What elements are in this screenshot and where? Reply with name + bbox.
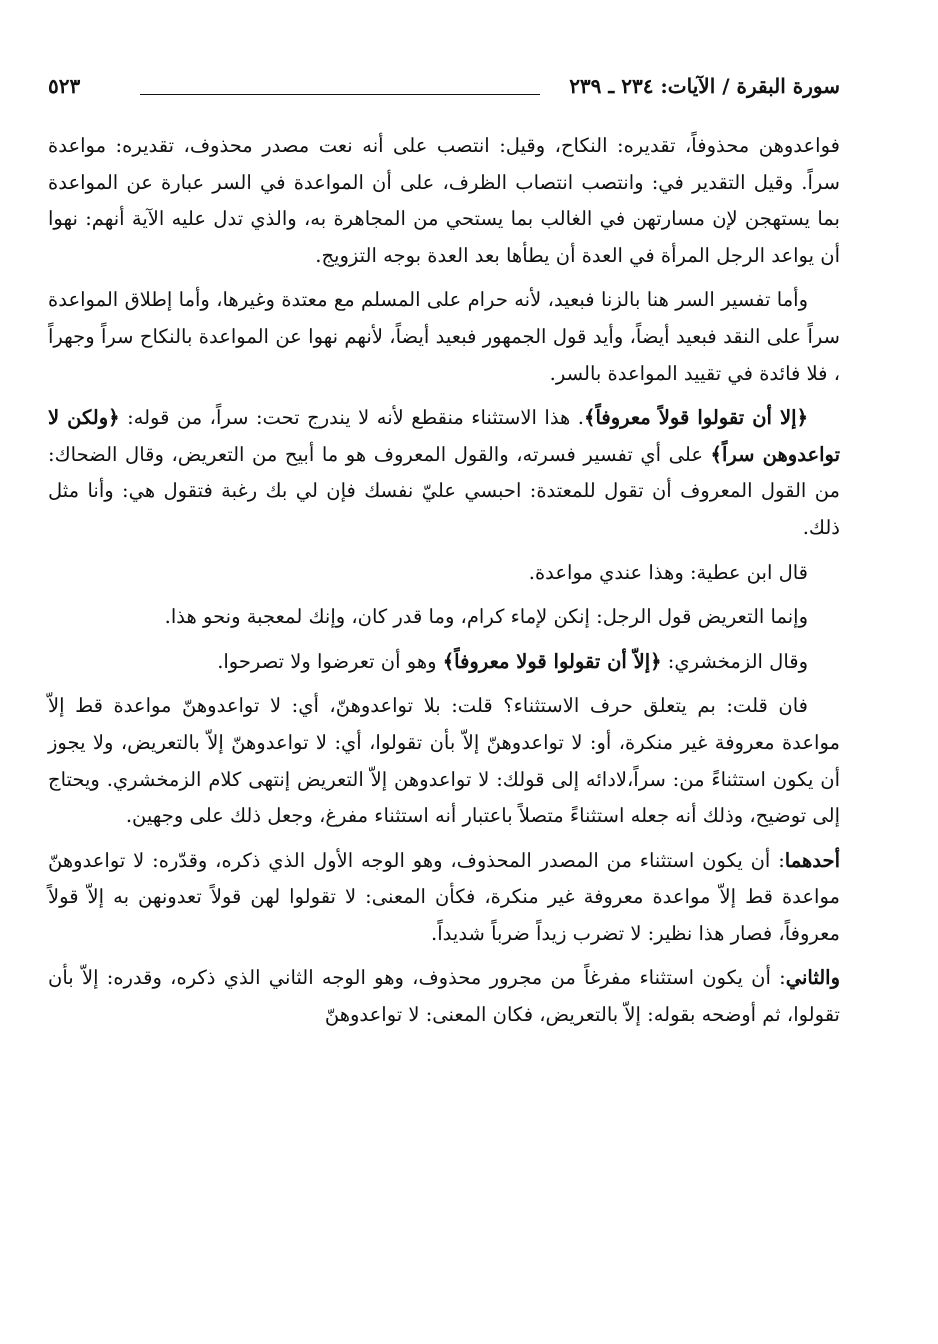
- paragraph-8: [48, 843, 840, 953]
- header-rule: [140, 94, 540, 95]
- section-term: والثاني: [785, 966, 840, 990]
- paragraph-text: : أن يكون استثناء من المصدر المحذوف، وهو الوجه الأول الذي ذكره، وقدّره: لا تواعدوهنّ مواعدة قط إلاّ مواعدة معروفة غير منكرة، فكأن المعنى: لا تقولوا لهن قولاً تعدونهن به إلاّ قولاً معروفاً، فصار هذا نظير: لا تضرب زيداً ضرباً شديداً.: [48, 848, 840, 945]
- paragraph-2: [48, 282, 840, 392]
- paragraph-text: وإنما التعريض قول الرجل: إنكن لإماء كرام، وما قدر كان، وإنك لمعجبة ونحو هذا.: [164, 605, 808, 629]
- paragraph-text: قال ابن عطية: وهذا عندي مواعدة.: [528, 560, 808, 584]
- paragraph-text: وقال الزمخشري:: [661, 649, 808, 673]
- paragraph-6: [48, 644, 840, 681]
- paragraph-text: . هذا الاستثناء منقطع لأنه لا يندرج تحت: سراً، من قوله:: [119, 406, 585, 430]
- page-header: [48, 70, 840, 102]
- paragraph-1: [48, 128, 840, 274]
- paragraph-text: فان قلت: بم يتعلق حرف الاستثناء؟ قلت: بلا تواعدوهنّ، أي: لا تواعدوهنّ مواعدة قط إلاّ مواعدة معروفة غير منكرة، أو: لا تواعدوهنّ إلاّ بأن تقولوا، أي: لا تواعدوهنّ إلاّ بالتعريض، ولا يجوز أن يكون استثناءً من: سراً،لادائه إلى قولك: لا تواعدوهن إلاّ التعريض إنتهى كلام الزمخشري. ويحتاج إلى توضيح، وذلك أنه جعله استثناءً متصلاً باعتبار أنه استثناء مفرغ، وجعل ذلك على وجهين.: [48, 694, 840, 828]
- paragraph-5: [48, 599, 840, 636]
- paragraph-4: [48, 555, 840, 592]
- paragraph-7: [48, 688, 840, 834]
- paragraph-text: وأما تفسير السر هنا بالزنا فبعيد، لأنه حرام على المسلم مع معتدة وغيرها، وأما إطلاق المواعدة سراً على النقد فبعيد أيضاً، وأيد قول الجمهور فبعيد أيضاً، لأنهم نهوا عن المواعدة بالنكاح سراً وجهراً ، فلا فائدة في تقييد المواعدة بالسر.: [48, 288, 840, 385]
- quran-quote: ﴿إلا أن تقولوا قولاً معروفاً﴾: [584, 406, 809, 430]
- paragraph-text: فواعدوهن محذوفاً، تقديره: النكاح، وقيل: انتصب على أنه نعت مصدر محذوف، تقديره: مواعدة سراً. وقيل التقدير في: وانتصب انتصاب الظرف، على أن المواعدة في السر عبارة عن المواعدة بما يستهجن لإن مسارتهن في الغالب بما يستحي من المجاهرة به، والذي تدل عليه الآية أنهم: نهوا أن يواعد الرجل المرأة في العدة أن يطأها بعد العدة بوجه التزويج.: [48, 134, 840, 267]
- section-term: أحدهما: [784, 848, 840, 872]
- running-title: سورة البقرة / الآيات: ٢٣٤ ـ ٢٣٩: [569, 74, 840, 98]
- paragraph-text: : أن يكون استثناء مفرغاً من مجرور محذوف، وهو الوجه الثاني الذي ذكره، وقدره: إلاّ بأن تقولوا، ثم أوضحه بقوله: إلاّ بالتعريض، فكان المعنى: لا تواعدوهنّ: [48, 966, 840, 1027]
- paragraph-text: وهو أن تعرضوا ولا تصرحوا.: [217, 649, 443, 673]
- paragraph-3: [48, 400, 840, 546]
- page-number: ٥٢٣: [48, 74, 81, 98]
- paragraph-9: [48, 960, 840, 1033]
- quran-quote: ﴿إلاّ أن تقولوا قولا معروفاً﴾: [442, 649, 662, 673]
- paragraph-text: على أي تفسير فسرته، والقول المعروف هو ما أبيح من التعريض، وقال الضحاك: من القول المعروف أن تقول للمعتدة: احبسي عليّ نفسك فإن لي بك رغبة فتقول هي: وأنا مثل ذلك.: [48, 442, 840, 539]
- quran-quote: ﴿ولكن لا تواعدوهن سراً﴾: [48, 406, 840, 466]
- body-text: [48, 128, 840, 1034]
